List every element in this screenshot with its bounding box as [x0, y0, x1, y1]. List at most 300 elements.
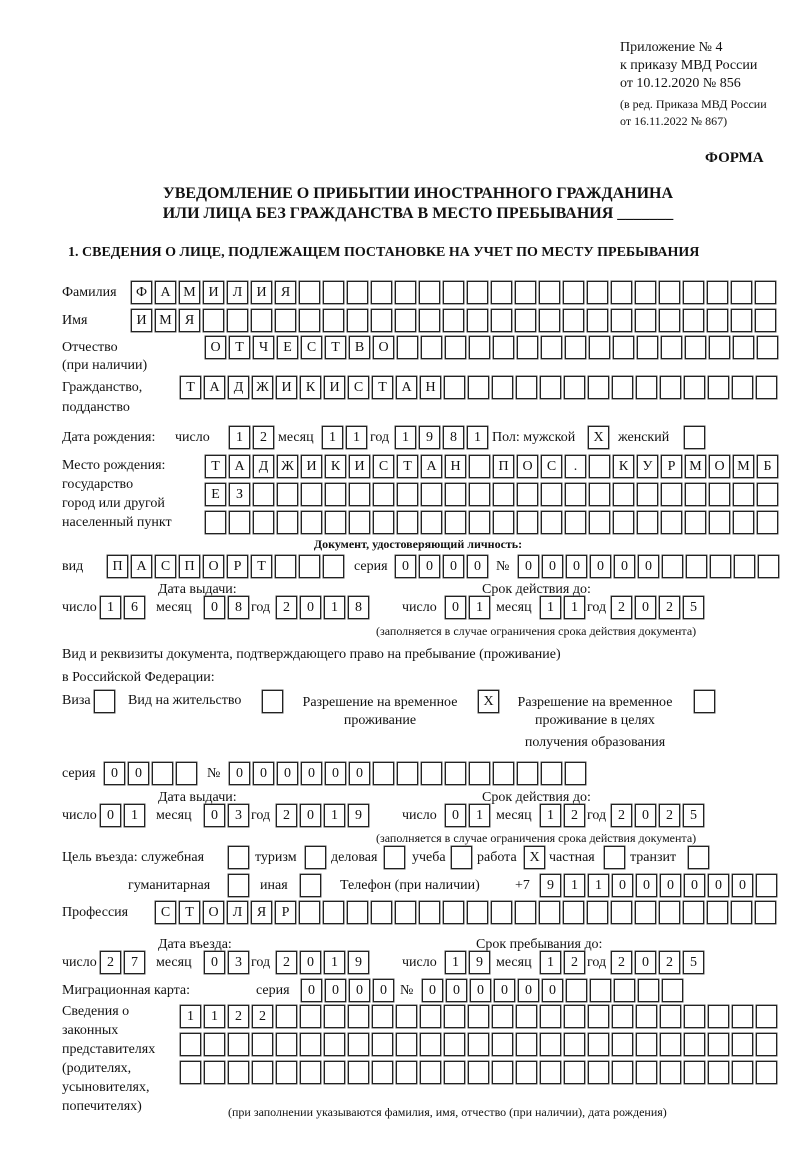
char-cell[interactable] [588, 1061, 609, 1084]
char-cell[interactable] [589, 336, 610, 359]
char-cell[interactable] [397, 762, 418, 785]
char-cell[interactable] [300, 1005, 321, 1028]
char-cell[interactable] [493, 483, 514, 506]
char-cell[interactable]: Е [277, 336, 298, 359]
char-cell[interactable] [660, 1033, 681, 1056]
char-cell[interactable] [277, 511, 298, 534]
char-cell[interactable] [468, 1061, 489, 1084]
char-cell[interactable] [419, 901, 440, 924]
char-cell[interactable] [180, 1061, 201, 1084]
char-cell[interactable] [612, 1061, 633, 1084]
char-cell[interactable] [347, 281, 368, 304]
char-cell[interactable]: О [205, 336, 226, 359]
char-cell[interactable]: 8 [348, 596, 369, 619]
char-cell[interactable] [755, 281, 776, 304]
char-cell[interactable] [540, 1033, 561, 1056]
char-cell[interactable] [710, 555, 731, 578]
char-cell[interactable] [324, 1061, 345, 1084]
purpose-business-checkbox[interactable] [384, 846, 408, 869]
char-cell[interactable]: М [733, 455, 754, 478]
char-cell[interactable]: 2 [276, 804, 297, 827]
char-cell[interactable] [276, 1061, 297, 1084]
char-cell[interactable] [565, 336, 586, 359]
char-cell[interactable]: 1 [540, 951, 561, 974]
char-cell[interactable] [445, 336, 466, 359]
migration-series-field[interactable] [301, 979, 397, 1002]
stay-day-field[interactable] [445, 951, 493, 974]
char-cell[interactable] [565, 483, 586, 506]
char-cell[interactable]: С [155, 901, 176, 924]
char-cell[interactable]: О [517, 455, 538, 478]
char-cell[interactable] [421, 762, 442, 785]
char-cell[interactable]: С [373, 455, 394, 478]
char-cell[interactable]: 0 [638, 555, 659, 578]
valid-month-field[interactable] [540, 596, 588, 619]
char-cell[interactable] [516, 1061, 537, 1084]
char-cell[interactable] [491, 901, 512, 924]
char-cell[interactable]: 2 [252, 1005, 273, 1028]
char-cell[interactable]: Л [227, 281, 248, 304]
char-cell[interactable]: А [421, 455, 442, 478]
char-cell[interactable] [348, 1033, 369, 1056]
char-cell[interactable] [732, 376, 753, 399]
char-cell[interactable] [541, 511, 562, 534]
char-cell[interactable]: Б [757, 455, 778, 478]
char-cell[interactable] [204, 1033, 225, 1056]
char-cell[interactable] [468, 1005, 489, 1028]
char-cell[interactable]: Т [325, 336, 346, 359]
char-cell[interactable]: 0 [253, 762, 274, 785]
char-cell[interactable] [176, 762, 197, 785]
char-cell[interactable] [565, 762, 586, 785]
char-cell[interactable]: В [349, 336, 370, 359]
issue-month-field[interactable] [204, 804, 252, 827]
char-cell[interactable] [420, 1033, 441, 1056]
char-cell[interactable] [275, 555, 296, 578]
char-cell[interactable] [396, 1033, 417, 1056]
char-cell[interactable]: 0 [419, 555, 440, 578]
char-cell[interactable] [227, 309, 248, 332]
surname-field[interactable] [131, 281, 779, 304]
dob-year-field[interactable] [395, 426, 491, 449]
char-cell[interactable]: . [565, 455, 586, 478]
char-cell[interactable] [421, 483, 442, 506]
char-cell[interactable] [228, 874, 249, 897]
char-cell[interactable]: X [478, 690, 499, 713]
char-cell[interactable]: 2 [611, 596, 632, 619]
char-cell[interactable] [733, 336, 754, 359]
char-cell[interactable]: А [155, 281, 176, 304]
char-cell[interactable] [635, 281, 656, 304]
char-cell[interactable]: 9 [540, 874, 561, 897]
char-cell[interactable] [590, 979, 611, 1002]
char-cell[interactable] [419, 309, 440, 332]
char-cell[interactable] [731, 309, 752, 332]
char-cell[interactable] [228, 1033, 249, 1056]
char-cell[interactable]: X [588, 426, 609, 449]
profession-field[interactable] [155, 901, 779, 924]
char-cell[interactable]: 0 [635, 596, 656, 619]
char-cell[interactable]: 0 [467, 555, 488, 578]
char-cell[interactable]: 1 [395, 426, 416, 449]
char-cell[interactable] [468, 376, 489, 399]
char-cell[interactable] [707, 901, 728, 924]
char-cell[interactable] [517, 511, 538, 534]
char-cell[interactable] [396, 1061, 417, 1084]
char-cell[interactable]: 0 [708, 874, 729, 897]
stay-year-field[interactable] [611, 951, 707, 974]
char-cell[interactable]: 2 [611, 804, 632, 827]
valid-day-field[interactable] [445, 596, 493, 619]
right-doc-number-field[interactable] [229, 762, 589, 785]
char-cell[interactable]: 0 [636, 874, 657, 897]
char-cell[interactable]: X [524, 846, 545, 869]
char-cell[interactable]: А [229, 455, 250, 478]
char-cell[interactable] [708, 1005, 729, 1028]
char-cell[interactable] [323, 309, 344, 332]
char-cell[interactable] [588, 1005, 609, 1028]
char-cell[interactable]: 0 [542, 555, 563, 578]
char-cell[interactable]: А [131, 555, 152, 578]
char-cell[interactable]: 0 [660, 874, 681, 897]
char-cell[interactable] [444, 1033, 465, 1056]
char-cell[interactable]: 9 [348, 951, 369, 974]
char-cell[interactable] [564, 376, 585, 399]
char-cell[interactable]: С [155, 555, 176, 578]
char-cell[interactable] [541, 336, 562, 359]
char-cell[interactable]: Ч [253, 336, 274, 359]
char-cell[interactable]: 2 [659, 951, 680, 974]
char-cell[interactable] [660, 376, 681, 399]
char-cell[interactable] [563, 281, 584, 304]
stay-month-field[interactable] [540, 951, 588, 974]
char-cell[interactable]: П [179, 555, 200, 578]
char-cell[interactable] [395, 309, 416, 332]
char-cell[interactable] [661, 336, 682, 359]
char-cell[interactable]: 0 [100, 804, 121, 827]
char-cell[interactable]: 8 [443, 426, 464, 449]
char-cell[interactable] [205, 511, 226, 534]
char-cell[interactable] [611, 309, 632, 332]
char-cell[interactable]: 0 [300, 596, 321, 619]
char-cell[interactable] [277, 483, 298, 506]
char-cell[interactable] [516, 1005, 537, 1028]
char-cell[interactable]: Ж [277, 455, 298, 478]
char-cell[interactable] [637, 511, 658, 534]
char-cell[interactable] [397, 483, 418, 506]
char-cell[interactable]: 0 [300, 951, 321, 974]
char-cell[interactable] [323, 901, 344, 924]
char-cell[interactable]: 1 [540, 804, 561, 827]
char-cell[interactable]: Т [251, 555, 272, 578]
char-cell[interactable] [661, 483, 682, 506]
char-cell[interactable] [371, 309, 392, 332]
char-cell[interactable] [395, 281, 416, 304]
char-cell[interactable] [683, 309, 704, 332]
char-cell[interactable] [694, 690, 715, 713]
char-cell[interactable]: 1 [540, 596, 561, 619]
dob-month-field[interactable] [322, 426, 370, 449]
issue-day-field[interactable] [100, 596, 148, 619]
char-cell[interactable]: 2 [659, 804, 680, 827]
char-cell[interactable]: 2 [564, 804, 585, 827]
char-cell[interactable] [517, 762, 538, 785]
birthplace-field[interactable] [205, 455, 781, 478]
char-cell[interactable]: Д [228, 376, 249, 399]
char-cell[interactable] [325, 483, 346, 506]
char-cell[interactable] [253, 511, 274, 534]
char-cell[interactable] [540, 1061, 561, 1084]
char-cell[interactable] [755, 901, 776, 924]
char-cell[interactable]: 6 [124, 596, 145, 619]
char-cell[interactable] [469, 455, 490, 478]
char-cell[interactable] [636, 376, 657, 399]
char-cell[interactable] [516, 1033, 537, 1056]
char-cell[interactable] [612, 1005, 633, 1028]
char-cell[interactable] [299, 281, 320, 304]
char-cell[interactable]: 0 [325, 979, 346, 1002]
issue-year-field[interactable] [276, 804, 372, 827]
valid-year-field[interactable] [611, 804, 707, 827]
char-cell[interactable]: Т [180, 376, 201, 399]
char-cell[interactable] [299, 309, 320, 332]
char-cell[interactable]: 0 [445, 596, 466, 619]
char-cell[interactable]: 1 [324, 596, 345, 619]
char-cell[interactable]: И [131, 309, 152, 332]
char-cell[interactable]: Ж [252, 376, 273, 399]
char-cell[interactable] [566, 979, 587, 1002]
char-cell[interactable] [540, 1005, 561, 1028]
char-cell[interactable] [613, 511, 634, 534]
char-cell[interactable] [563, 309, 584, 332]
char-cell[interactable] [419, 281, 440, 304]
char-cell[interactable]: 0 [277, 762, 298, 785]
char-cell[interactable] [539, 309, 560, 332]
char-cell[interactable] [324, 1005, 345, 1028]
char-cell[interactable]: 2 [100, 951, 121, 974]
char-cell[interactable] [685, 511, 706, 534]
char-cell[interactable] [709, 511, 730, 534]
char-cell[interactable] [229, 511, 250, 534]
char-cell[interactable]: Д [253, 455, 274, 478]
char-cell[interactable]: П [493, 455, 514, 478]
trp-education-checkbox[interactable] [694, 690, 718, 713]
char-cell[interactable]: 0 [204, 804, 225, 827]
char-cell[interactable]: Т [205, 455, 226, 478]
char-cell[interactable]: 0 [204, 596, 225, 619]
char-cell[interactable]: Н [420, 376, 441, 399]
char-cell[interactable]: 0 [518, 555, 539, 578]
char-cell[interactable] [275, 309, 296, 332]
char-cell[interactable]: С [541, 455, 562, 478]
char-cell[interactable]: 0 [566, 555, 587, 578]
char-cell[interactable]: К [300, 376, 321, 399]
char-cell[interactable] [469, 336, 490, 359]
char-cell[interactable]: 2 [253, 426, 274, 449]
char-cell[interactable]: 2 [611, 951, 632, 974]
char-cell[interactable]: 1 [322, 426, 343, 449]
char-cell[interactable] [708, 1033, 729, 1056]
char-cell[interactable]: 2 [564, 951, 585, 974]
char-cell[interactable]: Р [275, 901, 296, 924]
char-cell[interactable]: 0 [635, 804, 656, 827]
char-cell[interactable] [397, 336, 418, 359]
char-cell[interactable] [756, 1061, 777, 1084]
char-cell[interactable]: 1 [324, 804, 345, 827]
char-cell[interactable]: 2 [659, 596, 680, 619]
char-cell[interactable]: 0 [684, 874, 705, 897]
char-cell[interactable]: И [301, 455, 322, 478]
char-cell[interactable]: 9 [419, 426, 440, 449]
char-cell[interactable] [444, 1005, 465, 1028]
char-cell[interactable]: 1 [124, 804, 145, 827]
char-cell[interactable] [276, 1033, 297, 1056]
char-cell[interactable]: Т [229, 336, 250, 359]
char-cell[interactable]: 0 [204, 951, 225, 974]
char-cell[interactable] [660, 1061, 681, 1084]
char-cell[interactable]: А [396, 376, 417, 399]
char-cell[interactable] [612, 1033, 633, 1056]
char-cell[interactable] [373, 483, 394, 506]
char-cell[interactable] [659, 281, 680, 304]
visa-checkbox[interactable] [94, 690, 118, 713]
citizenship-field[interactable] [180, 376, 780, 399]
issue-month-field[interactable] [204, 596, 252, 619]
char-cell[interactable]: Т [397, 455, 418, 478]
char-cell[interactable] [709, 483, 730, 506]
char-cell[interactable] [517, 336, 538, 359]
purpose-tourism-checkbox[interactable] [305, 846, 329, 869]
char-cell[interactable]: 0 [301, 762, 322, 785]
char-cell[interactable]: 0 [128, 762, 149, 785]
char-cell[interactable] [688, 846, 709, 869]
char-cell[interactable] [251, 309, 272, 332]
char-cell[interactable] [614, 979, 635, 1002]
char-cell[interactable] [732, 1005, 753, 1028]
purpose-private-checkbox[interactable] [604, 846, 628, 869]
char-cell[interactable] [565, 511, 586, 534]
char-cell[interactable]: Т [179, 901, 200, 924]
char-cell[interactable] [638, 979, 659, 1002]
char-cell[interactable] [685, 336, 706, 359]
char-cell[interactable] [588, 376, 609, 399]
char-cell[interactable]: 9 [469, 951, 490, 974]
char-cell[interactable]: Л [227, 901, 248, 924]
char-cell[interactable]: 1 [100, 596, 121, 619]
char-cell[interactable] [755, 309, 776, 332]
char-cell[interactable] [372, 1033, 393, 1056]
reps-field[interactable] [180, 1033, 780, 1056]
char-cell[interactable] [733, 483, 754, 506]
char-cell[interactable]: 0 [635, 951, 656, 974]
char-cell[interactable] [444, 1061, 465, 1084]
patronymic-field[interactable] [205, 336, 781, 359]
char-cell[interactable] [421, 336, 442, 359]
char-cell[interactable] [324, 1033, 345, 1056]
char-cell[interactable] [323, 281, 344, 304]
char-cell[interactable]: 0 [612, 874, 633, 897]
char-cell[interactable] [300, 874, 321, 897]
char-cell[interactable] [660, 1005, 681, 1028]
char-cell[interactable] [613, 483, 634, 506]
char-cell[interactable] [469, 511, 490, 534]
char-cell[interactable] [252, 1061, 273, 1084]
char-cell[interactable]: 1 [469, 804, 490, 827]
char-cell[interactable] [443, 281, 464, 304]
char-cell[interactable]: М [179, 281, 200, 304]
char-cell[interactable] [684, 1005, 705, 1028]
char-cell[interactable] [685, 483, 706, 506]
char-cell[interactable] [443, 901, 464, 924]
char-cell[interactable] [635, 309, 656, 332]
entry-month-field[interactable] [204, 951, 252, 974]
char-cell[interactable] [420, 1005, 441, 1028]
char-cell[interactable]: И [324, 376, 345, 399]
char-cell[interactable] [637, 483, 658, 506]
entry-year-field[interactable] [276, 951, 372, 974]
char-cell[interactable] [636, 1033, 657, 1056]
char-cell[interactable]: М [155, 309, 176, 332]
char-cell[interactable] [756, 376, 777, 399]
char-cell[interactable] [301, 511, 322, 534]
char-cell[interactable] [467, 281, 488, 304]
char-cell[interactable] [299, 901, 320, 924]
char-cell[interactable] [756, 1005, 777, 1028]
char-cell[interactable] [539, 281, 560, 304]
char-cell[interactable]: П [107, 555, 128, 578]
char-cell[interactable] [253, 483, 274, 506]
char-cell[interactable]: 2 [228, 1005, 249, 1028]
char-cell[interactable] [732, 1061, 753, 1084]
char-cell[interactable] [421, 511, 442, 534]
char-cell[interactable] [757, 483, 778, 506]
char-cell[interactable] [180, 1033, 201, 1056]
purpose-transit-checkbox[interactable] [688, 846, 712, 869]
char-cell[interactable]: 0 [325, 762, 346, 785]
char-cell[interactable]: 1 [588, 874, 609, 897]
reps-field[interactable] [180, 1061, 780, 1084]
char-cell[interactable] [516, 376, 537, 399]
char-cell[interactable] [589, 483, 610, 506]
char-cell[interactable] [662, 555, 683, 578]
char-cell[interactable] [492, 1061, 513, 1084]
char-cell[interactable] [662, 979, 683, 1002]
char-cell[interactable]: А [204, 376, 225, 399]
char-cell[interactable]: 0 [494, 979, 515, 1002]
char-cell[interactable] [347, 901, 368, 924]
char-cell[interactable]: О [203, 901, 224, 924]
char-cell[interactable]: О [709, 455, 730, 478]
char-cell[interactable] [347, 309, 368, 332]
char-cell[interactable] [564, 1061, 585, 1084]
char-cell[interactable]: Т [372, 376, 393, 399]
char-cell[interactable] [636, 1005, 657, 1028]
char-cell[interactable] [683, 901, 704, 924]
char-cell[interactable] [492, 1005, 513, 1028]
char-cell[interactable]: 0 [301, 979, 322, 1002]
char-cell[interactable] [492, 376, 513, 399]
char-cell[interactable] [152, 762, 173, 785]
char-cell[interactable] [541, 483, 562, 506]
char-cell[interactable] [372, 1005, 393, 1028]
char-cell[interactable]: 0 [349, 979, 370, 1002]
valid-month-field[interactable] [540, 804, 588, 827]
trp-checkbox[interactable] [478, 690, 502, 713]
char-cell[interactable] [451, 846, 472, 869]
char-cell[interactable] [445, 483, 466, 506]
char-cell[interactable]: 1 [346, 426, 367, 449]
char-cell[interactable] [733, 511, 754, 534]
